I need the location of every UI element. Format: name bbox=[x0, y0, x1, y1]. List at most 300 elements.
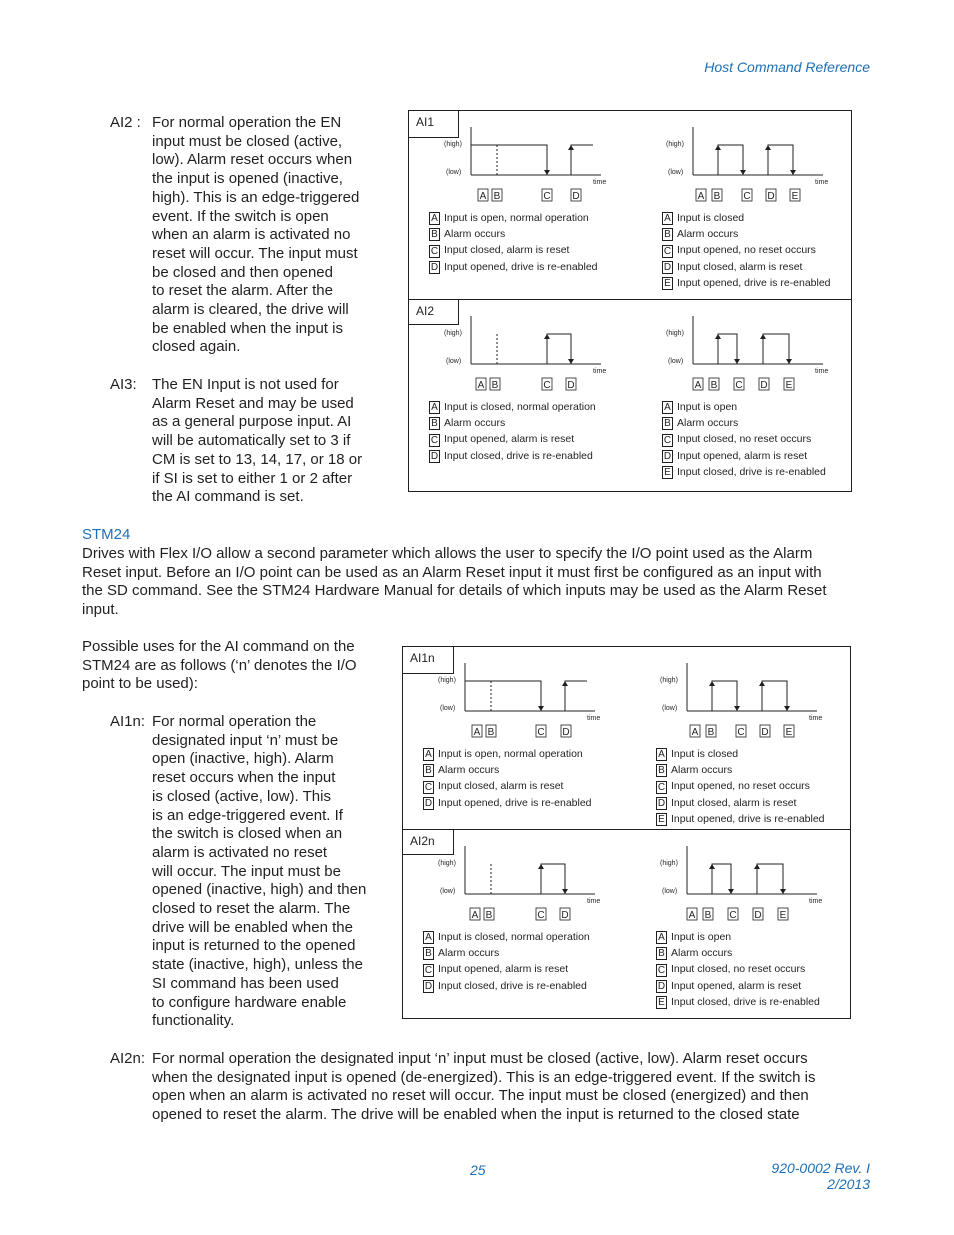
legend-text: Alarm occurs bbox=[438, 947, 500, 960]
svg-text:B: B bbox=[713, 191, 721, 202]
axis-time-label: time bbox=[815, 179, 829, 186]
legend-text: Input is open bbox=[677, 401, 738, 413]
svg-text:D: D bbox=[760, 380, 768, 391]
legend-left bbox=[423, 930, 590, 995]
svg-text:C: C bbox=[735, 380, 743, 391]
svg-text:A: A bbox=[471, 910, 479, 921]
svg-text:B: B bbox=[707, 727, 715, 738]
axis-low-label: (low) bbox=[662, 705, 678, 712]
axis-high-label: (high) bbox=[660, 860, 678, 867]
legend-key: B bbox=[662, 228, 673, 241]
svg-text:E: E bbox=[785, 380, 793, 391]
legend-key: A bbox=[656, 931, 667, 944]
text-line: opened to reset the alarm. The drive will be enabled when the input is returned to the closed state bbox=[152, 1106, 800, 1124]
legend-text: Alarm occurs bbox=[671, 764, 733, 777]
text-line: Possible uses for the AI command on the bbox=[82, 638, 355, 655]
legend-item bbox=[662, 449, 826, 465]
legend-item bbox=[662, 465, 826, 481]
event-marker-b bbox=[709, 378, 719, 391]
event-marker-a bbox=[690, 725, 700, 738]
text-line: alarm is cleared, the drive will bbox=[152, 301, 349, 319]
text-line: Alarm Reset and may be used bbox=[152, 394, 354, 412]
text-line: drive will be enabled when the bbox=[152, 918, 353, 936]
svg-text:A: A bbox=[691, 727, 699, 738]
legend-item bbox=[429, 416, 596, 432]
legend-key: D bbox=[430, 450, 439, 462]
edge-arrow bbox=[562, 889, 568, 894]
legend-item bbox=[656, 747, 825, 763]
timing-diagram-left bbox=[439, 312, 619, 392]
legend-item bbox=[423, 796, 592, 812]
ai1n-label: AI1n: bbox=[110, 713, 146, 730]
ai2n-label: AI2n: bbox=[110, 1050, 146, 1067]
event-marker-b bbox=[706, 725, 716, 738]
ai3-text bbox=[152, 376, 362, 507]
svg-text:A: A bbox=[694, 380, 702, 391]
waveform-line bbox=[687, 681, 809, 711]
event-marker-b bbox=[486, 725, 496, 738]
text-line: designated input ‘n’ must be bbox=[152, 731, 339, 749]
svg-text:D: D bbox=[562, 727, 570, 738]
legend-left bbox=[423, 747, 592, 812]
timing-diagram-right bbox=[655, 659, 835, 739]
svg-text:C: C bbox=[537, 910, 545, 921]
waveform-line bbox=[693, 334, 811, 364]
legend-left bbox=[429, 400, 596, 465]
legend-key: E bbox=[656, 996, 667, 1009]
legend-key: C bbox=[430, 434, 439, 446]
legend-item bbox=[656, 812, 825, 828]
svg-text:D: D bbox=[761, 727, 769, 738]
event-marker-a bbox=[693, 378, 703, 391]
waveform-graphic bbox=[661, 312, 841, 392]
legend-text: Input closed, alarm is reset bbox=[671, 796, 797, 809]
text-line: The EN Input is not used for bbox=[152, 376, 339, 393]
ai1-tab-label: AI1 bbox=[409, 111, 459, 138]
legend-key: C bbox=[663, 434, 672, 446]
axis-high-label: (high) bbox=[444, 330, 462, 337]
legend-key: B bbox=[656, 947, 667, 960]
event-marker-d bbox=[560, 908, 570, 921]
svg-text:A: A bbox=[477, 380, 485, 391]
legend-text: Input closed, no reset occurs bbox=[677, 433, 812, 446]
axis-low-label: (low) bbox=[446, 358, 462, 365]
ai2-label: AI2 : bbox=[110, 114, 141, 131]
ai2n-text bbox=[152, 1050, 815, 1125]
event-marker-b bbox=[492, 189, 502, 202]
event-marker-a bbox=[696, 189, 706, 202]
legend-key: E bbox=[656, 813, 667, 826]
edge-arrow bbox=[715, 145, 721, 150]
text-line: when an alarm is activated no bbox=[152, 226, 351, 244]
edge-arrow bbox=[784, 706, 790, 711]
legend-key: C bbox=[657, 781, 666, 793]
event-marker-e bbox=[778, 908, 788, 921]
stm24-heading: STM24 bbox=[82, 526, 131, 543]
svg-text:D: D bbox=[767, 191, 775, 202]
axis-time-label: time bbox=[587, 898, 601, 905]
svg-text:B: B bbox=[487, 727, 495, 738]
text-line: Drives with Flex I/O allow a second parameter which allows the user to specify the I/O point used as the Alarm bbox=[82, 545, 813, 562]
legend-text: Input is open, normal operation bbox=[444, 212, 589, 224]
legend-key: B bbox=[423, 764, 434, 777]
legend-key: D bbox=[430, 261, 439, 273]
timing-diagram-right bbox=[661, 123, 841, 203]
text-line: event. If the switch is open bbox=[152, 207, 329, 225]
legend-item bbox=[429, 211, 598, 227]
legend-item bbox=[662, 211, 831, 227]
legend-item bbox=[662, 432, 826, 448]
text-line: will occur. The input must be bbox=[152, 862, 341, 880]
svg-text:B: B bbox=[710, 380, 718, 391]
text-line: For normal operation the designated input ‘n’ input must be closed (active, low). Alarm reset occurs bbox=[152, 1050, 808, 1067]
waveform-graphic bbox=[661, 123, 841, 203]
edge-arrow bbox=[568, 145, 574, 150]
svg-text:B: B bbox=[704, 910, 712, 921]
event-marker-c bbox=[536, 908, 546, 921]
legend-text: Input closed, alarm is reset bbox=[438, 780, 564, 793]
waveform-graphic bbox=[439, 123, 619, 203]
event-marker-d bbox=[760, 725, 770, 738]
legend-item bbox=[656, 946, 820, 962]
svg-text:B: B bbox=[485, 910, 493, 921]
text-line: will be automatically set to 3 if bbox=[152, 432, 351, 450]
text-line: when the designated input is opened (de-energized). This is an edge-triggered event. If the switch is bbox=[152, 1068, 816, 1086]
text-line: open when an alarm is activated no reset will occur. The input must be closed (energized) and then bbox=[152, 1087, 809, 1105]
legend-text: Input opened, no reset occurs bbox=[677, 244, 816, 257]
edge-arrow bbox=[734, 706, 740, 711]
waveform-graphic bbox=[655, 842, 835, 922]
svg-text:B: B bbox=[491, 380, 499, 391]
edge-arrow bbox=[765, 145, 771, 150]
text-line: alarm is activated no reset bbox=[152, 843, 328, 861]
text-line: the switch is closed when an bbox=[152, 825, 343, 843]
axis-time-label: time bbox=[593, 368, 607, 375]
timing-diagram-left bbox=[439, 123, 619, 203]
axis-low-label: (low) bbox=[440, 705, 456, 712]
legend-item bbox=[429, 227, 598, 243]
ai1-section bbox=[409, 111, 851, 300]
footer-doc-info bbox=[771, 1160, 870, 1192]
text-line: CM is set to 13, 14, 17, or 18 or bbox=[152, 450, 363, 468]
waveform-line bbox=[471, 334, 593, 364]
legend-key: A bbox=[423, 748, 434, 761]
legend-key: B bbox=[656, 764, 667, 777]
text-line: input is returned to the opened bbox=[152, 937, 356, 955]
event-marker-d bbox=[566, 378, 576, 391]
text-line: the AI command is set. bbox=[152, 488, 304, 506]
stm24-intro bbox=[82, 545, 882, 620]
svg-text:A: A bbox=[479, 191, 487, 202]
timing-diagram-right bbox=[661, 312, 841, 392]
ai2-tab-label: AI2 bbox=[409, 300, 459, 325]
text-line: state (inactive, high), unless the bbox=[152, 956, 363, 974]
event-marker-a bbox=[687, 908, 697, 921]
axis-low-label: (low) bbox=[662, 888, 678, 895]
axis-time-label: time bbox=[815, 368, 829, 375]
waveform-line bbox=[687, 864, 805, 894]
legend-key: A bbox=[423, 931, 434, 944]
svg-text:D: D bbox=[567, 380, 575, 391]
text-line: be closed and then opened bbox=[152, 263, 333, 281]
legend-item bbox=[429, 432, 596, 448]
edge-arrow bbox=[709, 864, 715, 869]
legend-key: D bbox=[424, 980, 433, 992]
edge-arrow bbox=[544, 334, 550, 339]
waveform-graphic bbox=[655, 659, 835, 739]
legend-right bbox=[662, 400, 826, 481]
legend-key: C bbox=[424, 964, 433, 976]
ai1n-section bbox=[403, 647, 850, 830]
svg-text:E: E bbox=[791, 191, 799, 202]
legend-item bbox=[656, 930, 820, 946]
legend-text: Input opened, drive is re-enabled bbox=[671, 812, 825, 825]
svg-text:A: A bbox=[697, 191, 705, 202]
event-marker-e bbox=[790, 189, 800, 202]
legend-text: Input closed, drive is re-enabled bbox=[438, 979, 587, 992]
waveform-graphic bbox=[439, 312, 619, 392]
document-date: 2/2013 bbox=[827, 1176, 870, 1192]
legend-key: B bbox=[429, 417, 440, 430]
event-marker-b bbox=[484, 908, 494, 921]
legend-item bbox=[662, 400, 826, 416]
legend-text: Alarm occurs bbox=[438, 764, 500, 777]
legend-key: A bbox=[656, 748, 667, 761]
legend-text: Input is open bbox=[671, 931, 732, 943]
waveform-line bbox=[471, 145, 593, 175]
legend-item bbox=[656, 962, 820, 978]
legend-key: E bbox=[662, 277, 673, 290]
text-line: STM24 are as follows (‘n’ denotes the I/O bbox=[82, 656, 357, 674]
axis-low-label: (low) bbox=[440, 888, 456, 895]
axis-high-label: (high) bbox=[444, 141, 462, 148]
legend-key: C bbox=[424, 781, 433, 793]
legend-item bbox=[656, 995, 820, 1011]
svg-text:C: C bbox=[543, 380, 551, 391]
event-marker-e bbox=[784, 725, 794, 738]
legend-key: D bbox=[663, 450, 672, 462]
text-line: reset occurs when the input bbox=[152, 769, 336, 787]
edge-arrow bbox=[786, 359, 792, 364]
svg-text:C: C bbox=[743, 191, 751, 202]
possible-uses bbox=[82, 638, 382, 694]
axis-time-label: time bbox=[587, 715, 601, 722]
event-marker-e bbox=[784, 378, 794, 391]
legend-key: A bbox=[429, 212, 440, 225]
legend-item bbox=[656, 779, 825, 795]
legend-item bbox=[423, 946, 590, 962]
axis-low-label: (low) bbox=[446, 169, 462, 176]
text-line: For normal operation the bbox=[152, 713, 317, 730]
legend-key: A bbox=[429, 401, 440, 414]
event-marker-a bbox=[476, 378, 486, 391]
event-marker-d bbox=[753, 908, 763, 921]
axis-low-label: (low) bbox=[668, 169, 684, 176]
legend-text: Alarm occurs bbox=[444, 228, 506, 241]
legend-text: Input closed, no reset occurs bbox=[671, 963, 806, 976]
edge-arrow bbox=[728, 889, 734, 894]
svg-text:C: C bbox=[729, 910, 737, 921]
timing-diagram-right bbox=[655, 842, 835, 922]
legend-item bbox=[429, 260, 598, 276]
text-line: closed again. bbox=[152, 338, 241, 356]
event-marker-b bbox=[703, 908, 713, 921]
waveform-graphic bbox=[433, 842, 613, 922]
svg-text:C: C bbox=[543, 191, 551, 202]
event-marker-c bbox=[736, 725, 746, 738]
axis-high-label: (high) bbox=[666, 330, 684, 337]
legend-item bbox=[423, 930, 590, 946]
legend-key: E bbox=[662, 466, 673, 479]
svg-text:A: A bbox=[473, 727, 481, 738]
legend-key: C bbox=[657, 964, 666, 976]
edge-arrow bbox=[740, 170, 746, 175]
svg-text:D: D bbox=[754, 910, 762, 921]
event-marker-a bbox=[470, 908, 480, 921]
text-line: functionality. bbox=[152, 1012, 235, 1030]
edge-arrow bbox=[538, 706, 544, 711]
document-revision: 920-0002 Rev. I bbox=[771, 1160, 870, 1176]
text-line: closed to reset the alarm. The bbox=[152, 900, 351, 918]
legend-item bbox=[429, 400, 596, 416]
svg-text:C: C bbox=[737, 727, 745, 738]
legend-text: Input closed, drive is re-enabled bbox=[444, 449, 593, 462]
edge-arrow bbox=[544, 170, 550, 175]
ai2n-tab-label: AI2n bbox=[403, 830, 454, 855]
text-line: as a general purpose input. AI bbox=[152, 413, 352, 431]
legend-item bbox=[423, 979, 590, 995]
edge-arrow bbox=[562, 681, 568, 686]
event-marker-c bbox=[536, 725, 546, 738]
event-marker-a bbox=[478, 189, 488, 202]
ai2n-section bbox=[403, 830, 850, 1018]
legend-item bbox=[662, 227, 831, 243]
legend-right bbox=[662, 211, 831, 292]
event-marker-b bbox=[490, 378, 500, 391]
axis-high-label: (high) bbox=[660, 677, 678, 684]
timing-diagram-left bbox=[433, 842, 613, 922]
edge-arrow bbox=[715, 334, 721, 339]
edge-arrow bbox=[759, 681, 765, 686]
legend-key: D bbox=[657, 797, 666, 809]
waveform-line bbox=[465, 864, 587, 894]
legend-key: D bbox=[663, 261, 672, 273]
legend-key: A bbox=[662, 401, 673, 414]
ai1n-tab-label: AI1n bbox=[403, 647, 454, 674]
legend-key: C bbox=[663, 245, 672, 257]
legend-item bbox=[429, 449, 596, 465]
svg-text:D: D bbox=[572, 191, 580, 202]
text-line: open (inactive, high). Alarm bbox=[152, 750, 334, 768]
edge-arrow bbox=[538, 864, 544, 869]
svg-text:D: D bbox=[561, 910, 569, 921]
legend-item bbox=[662, 276, 831, 292]
event-marker-b bbox=[712, 189, 722, 202]
legend-key: B bbox=[429, 228, 440, 241]
edge-arrow bbox=[568, 359, 574, 364]
page-header-title: Host Command Reference bbox=[704, 59, 870, 75]
text-line: low). Alarm reset occurs when bbox=[152, 151, 353, 169]
text-line: reset will occur. The input must bbox=[152, 244, 358, 262]
legend-key: B bbox=[423, 947, 434, 960]
ai2-section bbox=[409, 300, 851, 491]
event-marker-d bbox=[766, 189, 776, 202]
text-line: high). This is an edge-triggered bbox=[152, 188, 360, 206]
text-line: the SD command. See the STM24 Hardware Manual for details of which inputs may be used as the Alarm Reset bbox=[82, 582, 827, 600]
svg-text:B: B bbox=[493, 191, 501, 202]
legend-item bbox=[429, 243, 598, 259]
axis-low-label: (low) bbox=[668, 358, 684, 365]
legend-text: Input opened, alarm is reset bbox=[444, 433, 575, 446]
text-line: point to be used): bbox=[82, 675, 198, 693]
waveform-graphic bbox=[433, 659, 613, 739]
legend-text: Input opened, no reset occurs bbox=[671, 780, 810, 793]
text-line: is an edge-triggered event. If bbox=[152, 806, 343, 824]
svg-text:E: E bbox=[785, 727, 793, 738]
text-line: the input is opened (inactive, bbox=[152, 170, 343, 188]
text-line: input. bbox=[82, 601, 119, 619]
edge-arrow bbox=[709, 681, 715, 686]
timing-diagram-left bbox=[433, 659, 613, 739]
event-marker-c bbox=[734, 378, 744, 391]
svg-text:A: A bbox=[688, 910, 696, 921]
legend-right bbox=[656, 930, 820, 1011]
ai1n-ai2n-diagram-box bbox=[402, 646, 851, 1019]
ai1n-text bbox=[152, 713, 366, 1031]
text-line: be enabled when the input is bbox=[152, 319, 343, 337]
legend-text: Input closed, drive is re-enabled bbox=[677, 465, 826, 478]
legend-text: Input is closed bbox=[671, 748, 739, 760]
ai1-ai2-diagram-box bbox=[408, 110, 852, 492]
legend-text: Input is closed bbox=[677, 212, 745, 224]
page-number: 25 bbox=[470, 1162, 486, 1178]
axis-time-label: time bbox=[809, 715, 823, 722]
legend-key: A bbox=[662, 212, 673, 225]
text-line: Reset input. Before an I/O point can be used as an Alarm Reset input it must first be configured as an input with bbox=[82, 563, 822, 581]
legend-text: Input opened, drive is re-enabled bbox=[444, 260, 598, 273]
event-marker-c bbox=[542, 189, 552, 202]
legend-text: Input is closed, normal operation bbox=[438, 931, 590, 943]
legend-item bbox=[662, 243, 831, 259]
legend-left bbox=[429, 211, 598, 276]
legend-item bbox=[656, 979, 820, 995]
legend-text: Alarm occurs bbox=[677, 417, 739, 430]
edge-arrow bbox=[760, 334, 766, 339]
text-line: to configure hardware enable bbox=[152, 993, 347, 1011]
event-marker-c bbox=[728, 908, 738, 921]
legend-key: B bbox=[662, 417, 673, 430]
edge-arrow bbox=[790, 170, 796, 175]
text-line: input must be closed (active, bbox=[152, 132, 343, 150]
waveform-line bbox=[693, 145, 815, 175]
edge-arrow bbox=[734, 359, 740, 364]
text-line: SI command has been used bbox=[152, 974, 339, 992]
text-line: opened (inactive, high) and then bbox=[152, 881, 367, 899]
ai2-text bbox=[152, 114, 359, 357]
legend-key: C bbox=[430, 245, 439, 257]
axis-high-label: (high) bbox=[666, 141, 684, 148]
legend-item bbox=[423, 779, 592, 795]
legend-text: Input opened, alarm is reset bbox=[671, 979, 802, 992]
legend-text: Input closed, drive is re-enabled bbox=[671, 995, 820, 1008]
legend-right bbox=[656, 747, 825, 828]
event-marker-d bbox=[571, 189, 581, 202]
axis-time-label: time bbox=[593, 179, 607, 186]
legend-item bbox=[656, 796, 825, 812]
legend-key: D bbox=[657, 980, 666, 992]
legend-item bbox=[656, 763, 825, 779]
legend-text: Input closed, alarm is reset bbox=[444, 244, 570, 257]
